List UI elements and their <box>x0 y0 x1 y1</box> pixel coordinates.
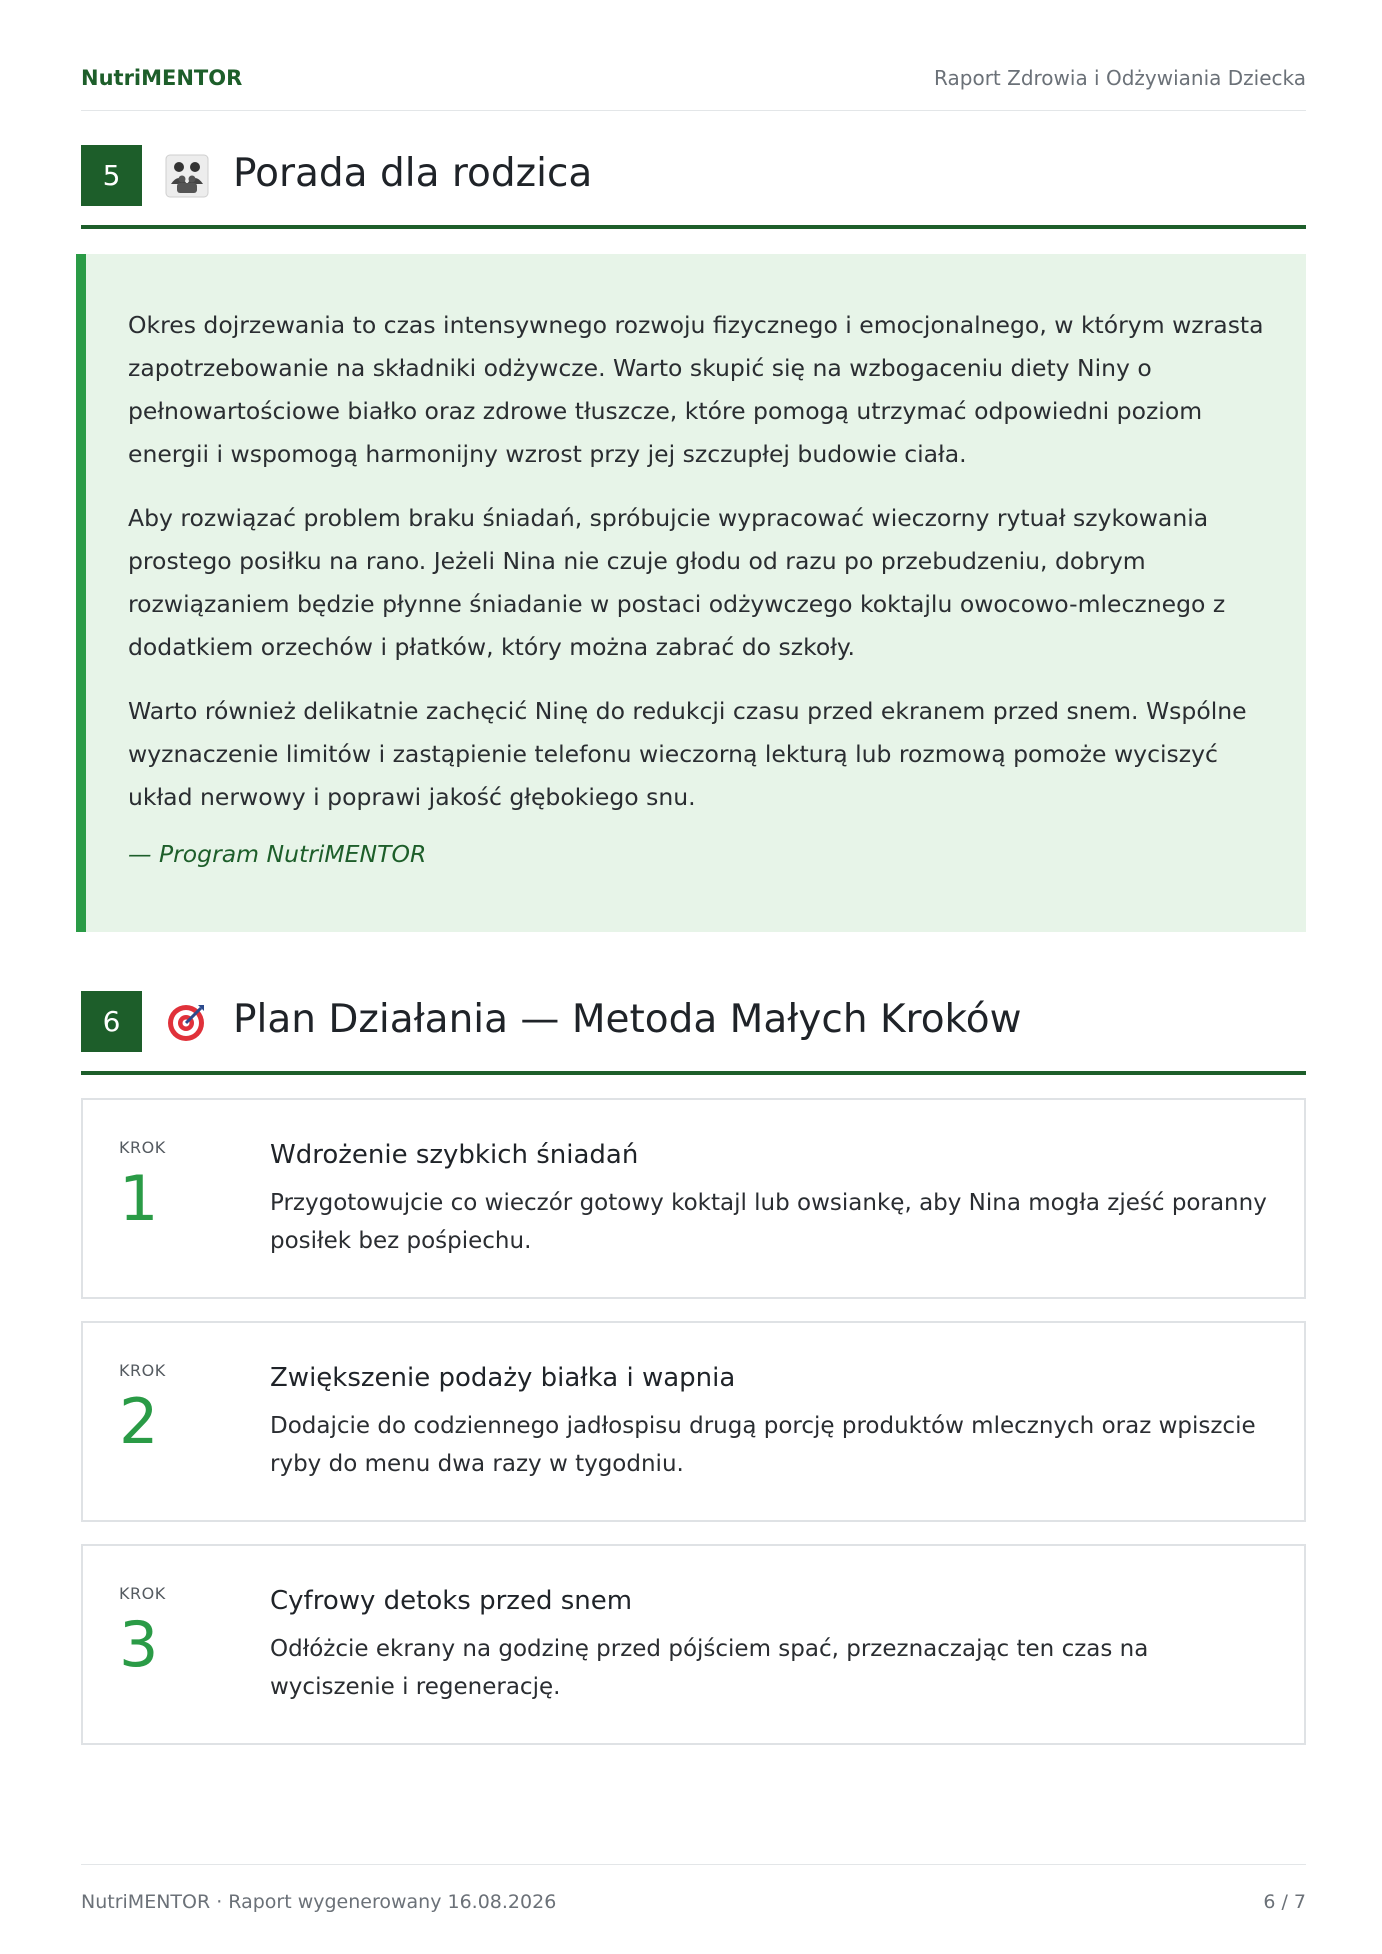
parent-advice-box <box>76 254 1306 932</box>
section-heading-action-plan <box>81 991 1306 1075</box>
step-title: Cyfrowy detoks przed snem <box>270 1586 633 1616</box>
step-label: KROK <box>119 1138 166 1157</box>
page-number: 6 / 7 <box>1263 1891 1306 1913</box>
step-title: Wdrożenie szybkich śniadań <box>270 1140 639 1170</box>
report-title: Raport Zdrowia i Odżywiania Dziecka <box>934 66 1306 90</box>
section-title: Plan Działania — Metoda Małych Kroków <box>233 997 1022 1042</box>
brand-name: NutriMENTOR <box>81 66 243 90</box>
advice-paragraph: Okres dojrzewania to czas intensywnego rozwoju fizycznego i emocjonalnego, w którym wzrasta zapotrzebowanie na składniki odżywcze. Warto skupić się na wzbogaceniu diety Niny o pełnowartościowe białko oraz zdrowe tłuszcze, które pomogą utrzymać odpowiedni poziom energii i wspomogą harmonijny wzrost przy jej szczupłej budowie ciała. <box>128 311 1264 468</box>
step-label: KROK <box>119 1584 166 1603</box>
step-description: Dodajcie do codziennego jadłospisu drugą porcję produktów mlecznych oraz wpiszcie ryby do menu dwa razy w tygodniu. <box>270 1413 1256 1477</box>
page-header <box>81 62 1306 111</box>
step-number: 2 <box>119 1385 159 1458</box>
step-card <box>81 1544 1306 1745</box>
family-icon <box>165 154 209 198</box>
section-number: 5 <box>81 145 142 206</box>
step-number: 3 <box>119 1608 159 1681</box>
step-title: Zwiększenie podaży białka i wapnia <box>270 1363 736 1393</box>
section-heading-advice <box>81 145 1306 229</box>
report-page <box>81 0 1306 1954</box>
step-label: KROK <box>119 1361 166 1380</box>
step-number: 1 <box>119 1162 159 1235</box>
footer-generated-text: NutriMENTOR · Raport wygenerowany 16.08.2026 <box>81 1891 557 1913</box>
advice-signature: — Program NutriMENTOR <box>128 840 427 868</box>
advice-paragraph: Aby rozwiązać problem braku śniadań, spróbujcie wypracować wieczorny rytuał szykowania prostego posiłku na rano. Jeżeli Nina nie czuje głodu od razu po przebudzeniu, dobrym rozwiązaniem będzie płynne śniadanie w postaci odżywczego koktajlu owocowo-mlecznego z dodatkiem orzechów i płatków, który można zabrać do szkoły. <box>128 504 1226 661</box>
step-description: Przygotowujcie co wieczór gotowy koktajl lub owsiankę, aby Nina mogła zjeść poranny posiłek bez pośpiechu. <box>270 1190 1267 1254</box>
advice-paragraph: Warto również delikatnie zachęcić Ninę do redukcji czasu przed ekranem przed snem. Wspólne wyznaczenie limitów i zastąpienie telefonu wieczorną lekturą lub rozmową pomoże wyciszyć układ nerwowy i poprawi jakość głębokiego snu. <box>128 697 1247 811</box>
step-card <box>81 1321 1306 1522</box>
section-title: Porada dla rodzica <box>233 151 593 196</box>
step-card <box>81 1098 1306 1299</box>
page-footer <box>81 1864 1306 1915</box>
step-description: Odłóżcie ekrany na godzinę przed pójściem spać, przeznaczając ten czas na wyciszenie i regenerację. <box>270 1636 1149 1700</box>
target-icon <box>165 1000 209 1044</box>
section-number: 6 <box>81 991 142 1052</box>
